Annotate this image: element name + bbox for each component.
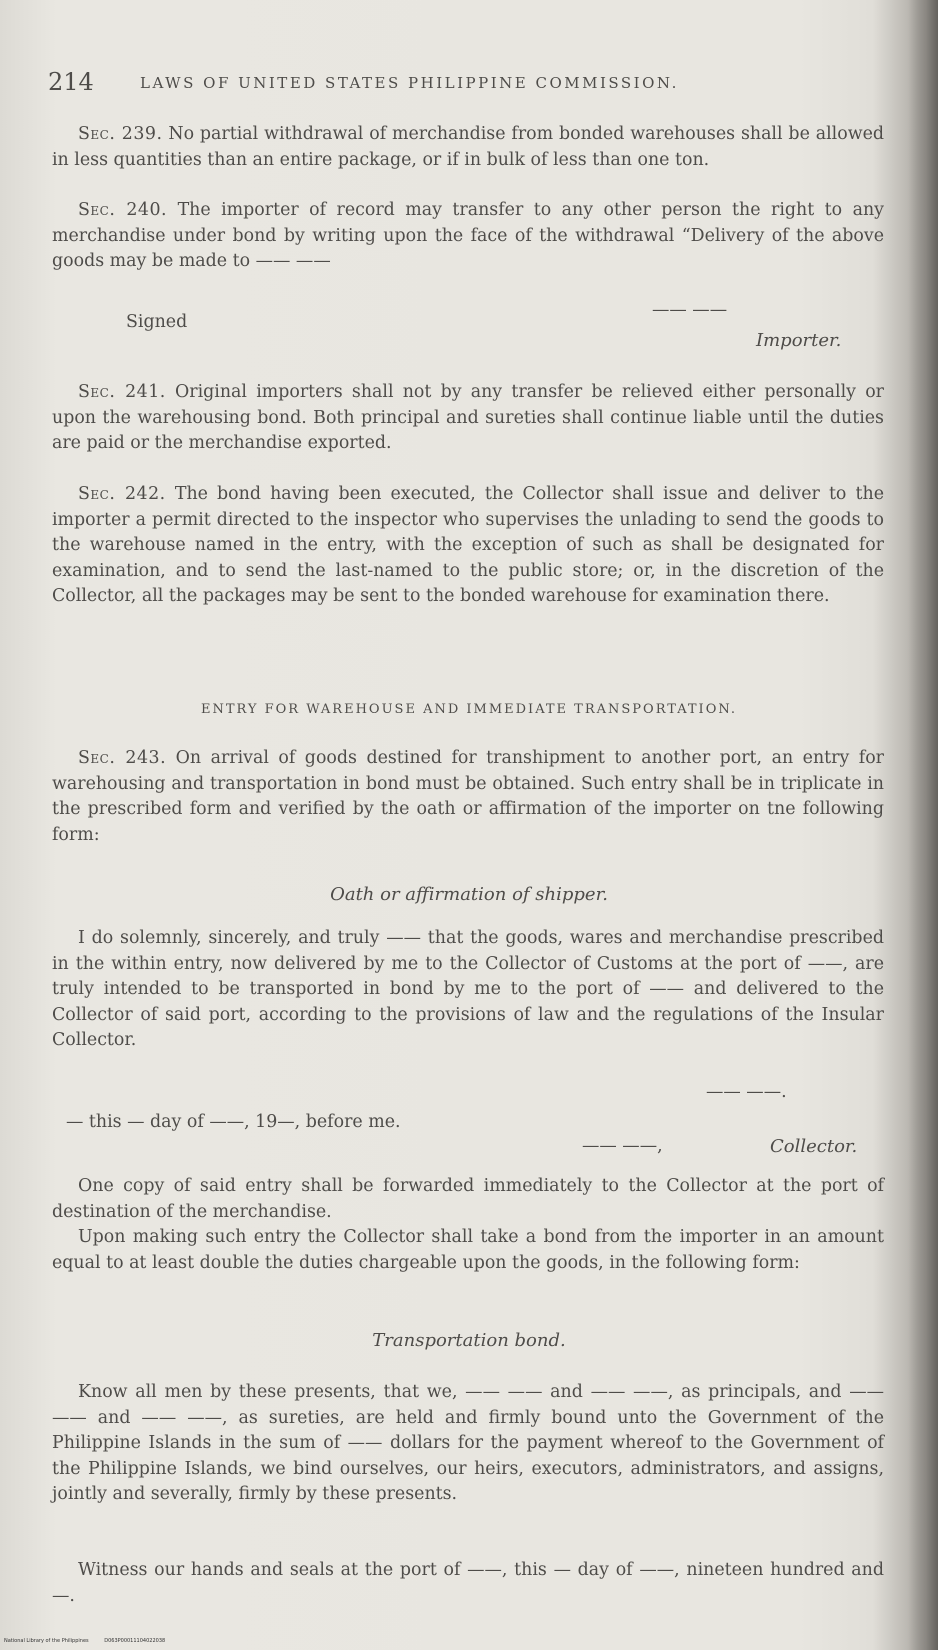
signed-label: Signed	[126, 312, 188, 332]
section-242	[52, 482, 884, 610]
section-label: Sec. 239.	[78, 124, 163, 144]
library-name: National Library of the Philippines	[4, 1638, 89, 1644]
signature-blank: —— ——	[652, 300, 728, 320]
section-240	[52, 198, 884, 275]
section-label: Sec. 240.	[78, 200, 168, 220]
oath-text: I do solemnly, sincerely, and truly —— that the goods, wares and merchandise prescribed in the within entry, now delivered by me to the Collector of Customs at the port of ——, are truly intended to be transported in bond by me to the port of —— and delivered to the Collector of said port, according to the provisions of law and the regulations of the Insular Collector.	[52, 928, 884, 1050]
section-label: Sec. 243.	[78, 748, 167, 768]
section-241	[52, 380, 884, 457]
importer-label: Importer.	[756, 330, 842, 351]
section-243	[52, 746, 884, 848]
page-edge-shadow	[908, 0, 938, 1650]
section-text: No partial withdrawal of merchandise from bonded warehouses shall be allowed in less quantities than an entire package, or if in bulk of less than one ton.	[52, 124, 884, 170]
section-heading: ENTRY FOR WAREHOUSE AND IMMEDIATE TRANSPORTATION.	[200, 702, 738, 717]
section-text: The importer of record may transfer to any other person the right to any merchandise under bond by writing upon the face of the withdrawal “Delivery of the above goods may be made to —— ——	[52, 200, 884, 271]
know-all-men-paragraph: Know all men by these presents, that we, —— —— and —— ——, as principals, and —— —— and —— ——, as sureties, are held and firmly bound unto the Government of the Philippine Islands in the sum of —— dollars for the payment whereof to the Government of the Philippine Islands, we bind ourselves, our heirs, executors, administrators, and assigns, jointly and severally, firmly by these presents.	[52, 1382, 884, 1504]
section-label: Sec. 242.	[78, 484, 166, 504]
oath-title: Oath or affirmation of shipper.	[330, 884, 608, 905]
page-number: 214	[48, 68, 94, 96]
section-text: On arrival of goods destined for transhipment to another port, an entry for warehousing and transportation in bond must be obtained. Such entry shall be in triplicate in the prescribed form and verified by the oath or affirmation of the importer on tne following form:	[52, 748, 884, 845]
oath-signature: —— ——.	[706, 1082, 787, 1102]
running-title: LAWS OF UNITED STATES PHILIPPINE COMMISSION.	[140, 74, 679, 92]
scan-footer	[4, 1638, 179, 1644]
running-header	[48, 68, 858, 102]
section-239	[52, 122, 884, 173]
bond-paragraph: Upon making such entry the Collector shall take a bond from the importer in an amount equal to at least double the duties chargeable upon the goods, in the following form:	[52, 1227, 884, 1273]
section-text: Original importers shall not by any transfer be relieved either personally or upon the warehousing bond. Both principal and sureties shall continue liable until the duties are paid or the merchandise exported.	[52, 382, 884, 453]
section-text: The bond having been executed, the Collector shall issue and deliver to the importer a permit directed to the inspector who supervises the unlading to send the goods to the warehouse named in the entry, with the exception of such as shall be designated for examination, and to send the last-named to the public store; or, in the discretion of the Collector, all the packages may be sent to the bonded warehouse for examination there.	[52, 484, 884, 606]
copy-paragraph: One copy of said entry shall be forwarded immediately to the Collector at the port of destination of the merchandise.	[52, 1176, 884, 1222]
scan-code: D063P00011104022038	[104, 1638, 166, 1644]
oath-date-line: — this — day of ——, 19—, before me.	[66, 1112, 401, 1132]
collector-label: Collector.	[770, 1136, 858, 1157]
section-label: Sec. 241.	[78, 382, 166, 402]
witness-paragraph: Witness our hands and seals at the port of ——, this — day of ——, nineteen hundred and —.	[52, 1560, 884, 1606]
transport-bond-title: Transportation bond.	[372, 1330, 566, 1351]
collector-signature: —— ——,	[582, 1136, 663, 1156]
